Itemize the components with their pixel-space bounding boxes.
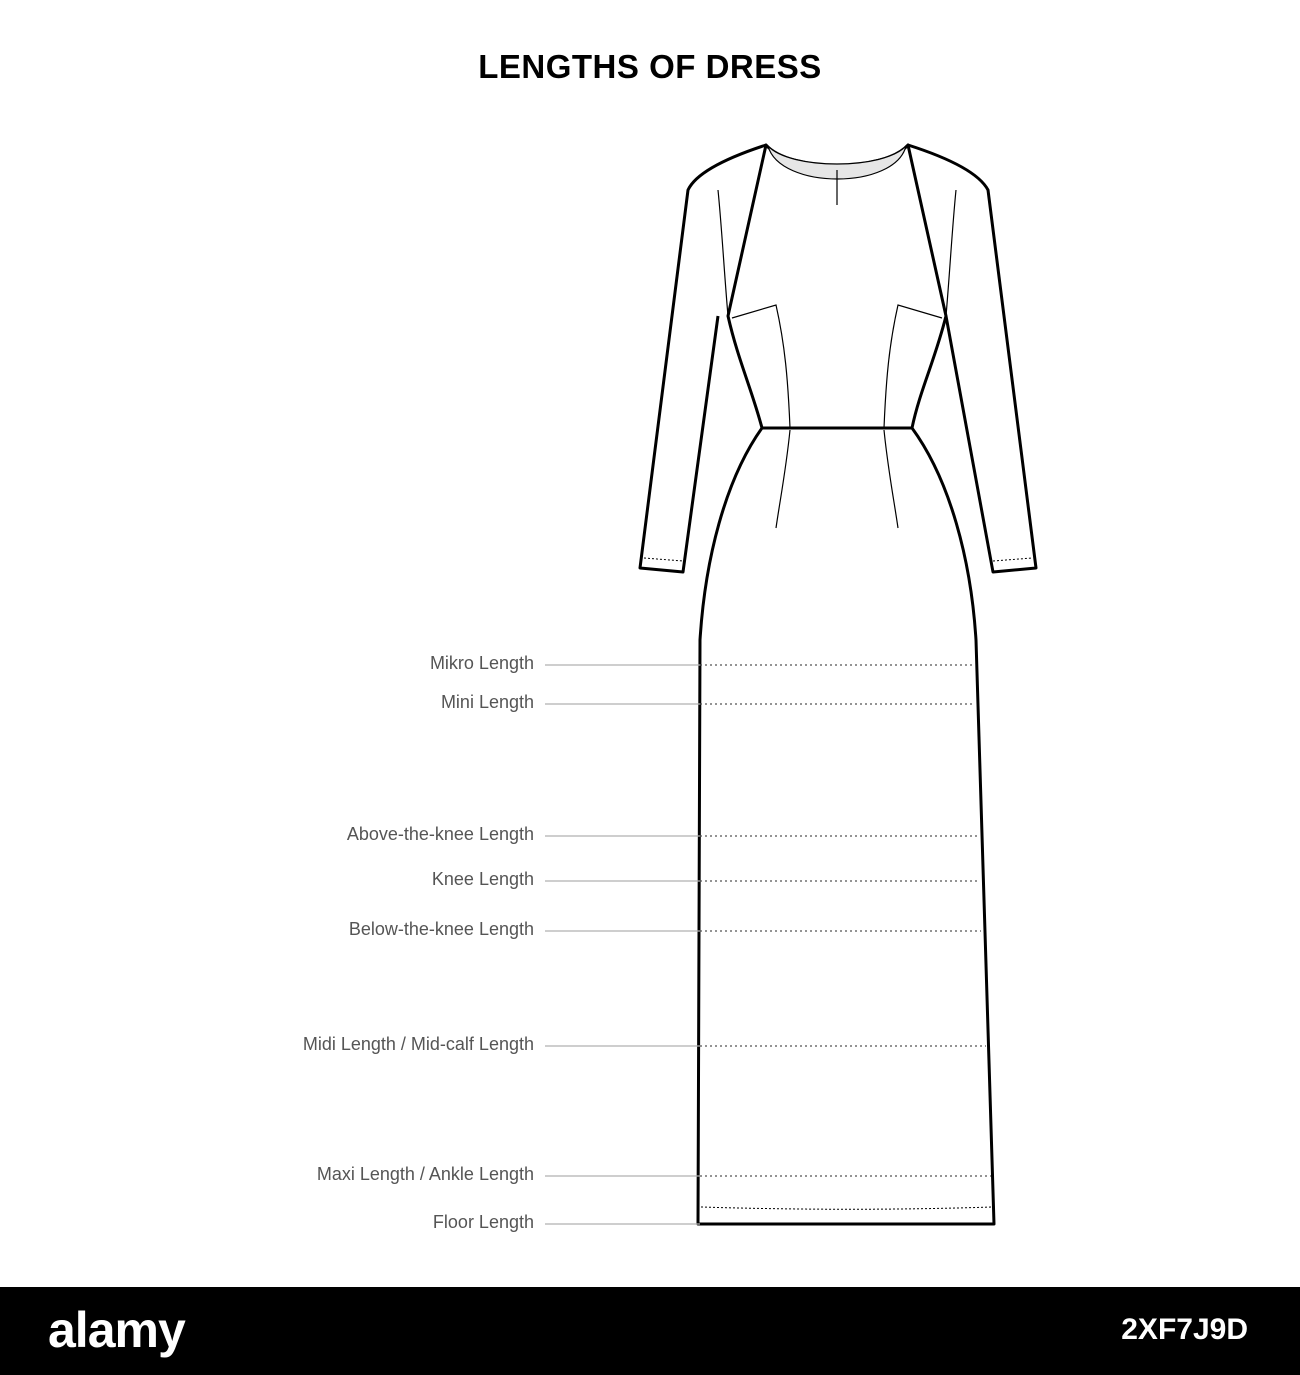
label-below-the-knee-length: Below-the-knee Length xyxy=(348,919,534,939)
label-above-the-knee-length: Above-the-knee Length xyxy=(346,824,534,844)
brand-watermark: alamy xyxy=(48,1302,185,1358)
skirt xyxy=(698,428,994,1224)
label-maxi-length: Maxi Length / Ankle Length xyxy=(316,1164,534,1184)
stock-footer-bar xyxy=(0,1287,1300,1375)
label-mini-length: Mini Length xyxy=(440,692,534,712)
page-title: LENGTHS OF DRESS xyxy=(478,48,822,85)
label-floor-length: Floor Length xyxy=(432,1212,534,1232)
image-id-label: 2XF7J9D xyxy=(1121,1313,1248,1346)
label-knee-length: Knee Length xyxy=(431,869,534,889)
label-mikro-length: Mikro Length xyxy=(429,653,534,673)
label-midi-length: Midi Length / Mid-calf Length xyxy=(302,1034,534,1054)
